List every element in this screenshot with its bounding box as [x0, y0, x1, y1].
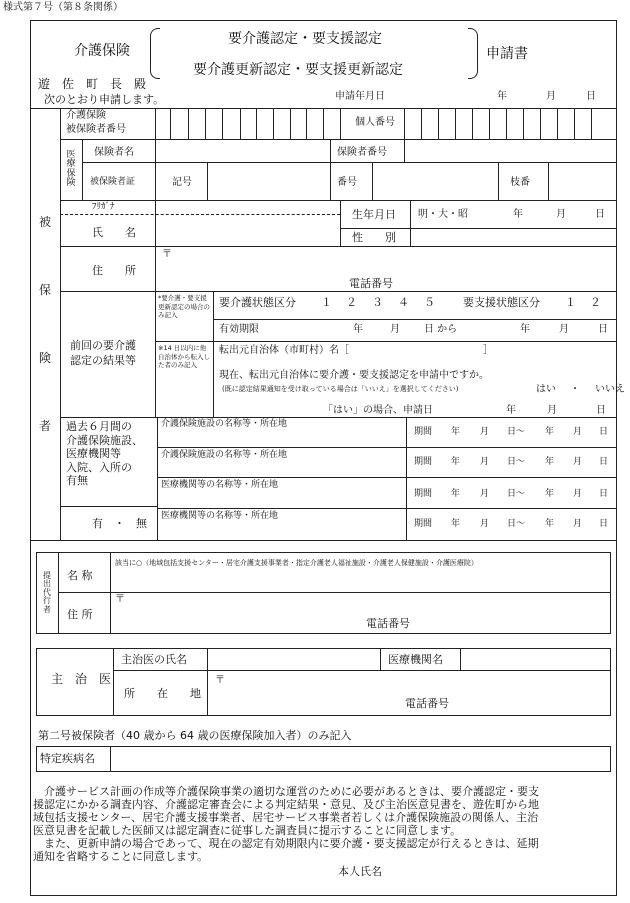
insured-side-label: 被 保 険 者 — [38, 214, 51, 433]
transfer-close: ］ — [483, 345, 493, 356]
validity-label: 有効期限 — [219, 324, 259, 335]
transfer-municipality-input[interactable] — [370, 343, 480, 357]
facility-row-4-input[interactable] — [159, 523, 404, 539]
personal-no-label: 個人番号 — [355, 117, 395, 128]
transfer-note-small: (既に認定結果通知を受け取っている場合は「いいえ」を選択してください) — [222, 385, 459, 393]
period-end-day: 日 — [599, 427, 609, 437]
if-yes-month-label: 月 — [547, 405, 557, 416]
care-level-options[interactable] — [219, 297, 614, 308]
facility-row-1-input[interactable] — [159, 431, 404, 446]
gender-input[interactable] — [410, 228, 617, 246]
name-label: 氏 名 — [92, 226, 136, 239]
secondary-heading: 第二号被保険者（40 歳から 64 歳の医療保険加入者）のみ記入 — [38, 729, 352, 742]
period-year: 年 — [451, 427, 461, 437]
facility-history-label: 過去６月間の 介護保険施設、 医療機関等 入院、入所の 有無 — [66, 420, 143, 487]
signature-input[interactable] — [395, 862, 605, 880]
period-end-month: 月 — [573, 519, 583, 529]
disease-label: 特定疾病名 — [40, 752, 95, 765]
period-end-month: 月 — [573, 489, 583, 499]
agent-address-label: 住 所 — [67, 608, 93, 621]
address-input[interactable] — [175, 248, 615, 276]
signature-label: 本人氏名 — [338, 865, 382, 878]
furigana-input[interactable] — [155, 200, 340, 214]
insurer-name-input[interactable] — [155, 139, 330, 162]
period-month: 月 — [480, 457, 490, 467]
validity-end-year-label: 年 — [520, 324, 530, 335]
agent-side-label: 提 出 代 行 者 — [43, 571, 51, 614]
app-day-label: 日 — [586, 91, 596, 102]
agent-name-label: 名 称 — [67, 569, 93, 582]
care-level-5[interactable]: ５ — [424, 296, 435, 309]
support-level-1[interactable]: １ — [565, 296, 576, 309]
facility-row-2-input[interactable] — [159, 462, 404, 476]
period-end-year: 年 — [545, 489, 555, 499]
insurance-label: 介護保険 — [74, 43, 130, 59]
period-until: 日～ — [507, 489, 526, 499]
agent-phone-label: 電話番号 — [366, 617, 410, 630]
if-yes-day-label: 日 — [596, 405, 606, 416]
clinic-name-input[interactable] — [461, 649, 610, 669]
care-level-2[interactable]: ２ — [346, 296, 357, 309]
symbol-input[interactable] — [207, 162, 330, 200]
facility-row-1-label: 介護保険施設の名称等・所在地 — [161, 419, 288, 429]
address-postal-mark: 〒 — [162, 249, 172, 260]
if-yes-year-label: 年 — [506, 405, 516, 416]
care-level-4[interactable]: ４ — [398, 296, 409, 309]
insurer-number-input[interactable] — [404, 139, 617, 162]
validity-end-day-label: 日 — [598, 324, 608, 335]
care-level-3[interactable]: ３ — [372, 296, 383, 309]
application-date-label: 申請年月日 — [335, 91, 385, 102]
period-month: 月 — [480, 489, 490, 499]
doctor-postal-mark: 〒 — [215, 675, 225, 686]
validity-from-label: 日 から — [424, 324, 458, 335]
transfer-question: 現在、転出元自治体に要介護・要支援認定を申請中ですか。 — [219, 370, 489, 381]
validity-end-month-label: 月 — [559, 324, 569, 335]
presence-options[interactable]: 有 ・ 無 — [92, 517, 147, 530]
if-yes-label: 「はい」の場合、申請日 — [323, 405, 433, 416]
insurer-no-label: 保険者番号 — [337, 147, 387, 158]
facility-period-1[interactable] — [414, 428, 614, 437]
number-input[interactable] — [372, 162, 498, 200]
facility-row-2-label: 介護保険施設の名称等・所在地 — [161, 450, 288, 460]
agent-category-note[interactable]: 該当に○（地域包括支援センター・居宅介護支援事業者・指定介護老人福祉施設・介護老人保健施設・介護医療院） — [115, 559, 478, 567]
if-yes-date-field[interactable] — [323, 406, 615, 416]
title-line-2: 要介護更新認定・要支援更新認定 — [193, 62, 403, 78]
consent-paragraph-2: また、更新申請の場合であって、現在の認定有効期限内に要介護・要支援認定が行えるときは、延期 通知を省略することに同意します。 — [33, 837, 539, 863]
insured-card-label: 被保険者証 — [90, 177, 136, 187]
period-end-day: 日 — [599, 457, 609, 467]
period-year: 年 — [451, 489, 461, 499]
birth-date-field[interactable] — [418, 210, 613, 220]
answer-yes[interactable]: はい — [536, 384, 556, 395]
name-input[interactable] — [155, 214, 340, 246]
facility-period-3[interactable] — [414, 490, 614, 499]
gender-label: 性 別 — [352, 231, 396, 244]
birth-year-label: 年 — [513, 209, 523, 220]
personal-number-input[interactable] — [404, 108, 617, 139]
period-label: 期間 — [414, 427, 433, 437]
branch-input[interactable] — [548, 162, 617, 200]
renewal-note: *要介護・要支援更新認定の場合のみ記入 — [158, 294, 210, 319]
doctor-name-label: 主治医の氏名 — [121, 653, 187, 666]
address-phone-label: 電話番号 — [349, 277, 393, 290]
intro-text: 次のとおり申請します。 — [44, 93, 165, 106]
doctor-name-input[interactable] — [208, 649, 379, 669]
application-label: 申請書 — [486, 46, 528, 62]
disease-input[interactable] — [111, 747, 610, 771]
transfer-note: ※14 日以内に他自治体から転入した者のみ記入 — [158, 344, 210, 369]
birth-day-label: 日 — [595, 209, 605, 220]
period-year: 年 — [451, 457, 461, 467]
support-level-label: 要支援状態区分 — [463, 296, 540, 309]
clinic-label: 医療機関名 — [388, 653, 443, 666]
period-until: 日～ — [507, 457, 526, 467]
agent-address-input[interactable] — [128, 594, 608, 612]
support-level-2[interactable]: ２ — [590, 296, 601, 309]
care-level-label: 要介護状態区分 — [219, 296, 296, 309]
answer-dot: ・ — [570, 384, 580, 395]
validity-field[interactable] — [219, 325, 614, 335]
care-level-1[interactable]: １ — [321, 296, 332, 309]
facility-row-4-label: 医療機関等の名称等・所在地 — [161, 511, 279, 521]
facility-row-3-label: 医療機関等の名称等・所在地 — [161, 480, 279, 490]
address-label: 住 所 — [92, 264, 136, 277]
app-year-label: 年 — [497, 91, 507, 102]
insured-number-input[interactable] — [155, 108, 340, 139]
facility-row-3-input[interactable] — [159, 492, 404, 507]
form-number: 様式第７号（第８条関係） — [3, 2, 123, 13]
period-until: 日～ — [507, 519, 526, 529]
period-until: 日～ — [507, 427, 526, 437]
addressee: 遊 佐 町 長 殿 — [38, 77, 147, 91]
period-month: 月 — [480, 427, 490, 437]
facility-period-2[interactable] — [414, 458, 614, 467]
validity-month-label: 月 — [390, 324, 400, 335]
previous-result-label-2: 認定の結果等 — [70, 354, 136, 367]
doctor-section-label: 主 治 医 — [51, 672, 112, 686]
period-end-month: 月 — [573, 427, 583, 437]
period-label: 期間 — [414, 519, 433, 529]
transfer-label: 転出元自治体（市町村）名［ — [219, 345, 349, 356]
period-label: 期間 — [414, 457, 433, 467]
number-label: 番号 — [337, 177, 357, 188]
insured-no-label-1: 介護保険 — [66, 110, 106, 121]
furigana-label: ﾌﾘｶﾞﾅ — [92, 202, 115, 212]
doctor-address-label: 所 在 地 — [124, 687, 201, 700]
doctor-address-input[interactable] — [228, 673, 608, 693]
period-end-year: 年 — [545, 519, 555, 529]
doctor-phone-label: 電話番号 — [405, 697, 449, 710]
period-end-day: 日 — [599, 489, 609, 499]
facility-period-4[interactable] — [414, 520, 614, 529]
birth-month-label: 月 — [556, 209, 566, 220]
app-month-label: 月 — [546, 91, 556, 102]
period-month: 月 — [480, 519, 490, 529]
consent-paragraph-1: 介護サービス計画の作成等介護保険事業の適切な運営のために必要があるときは、要介護認定・要支 援認定にかかる調査内容、介護認定審査会による判定結果・意見、及び主治医意見書を、遊佐町から地 域包括支援センター、居宅介護支援事業者、居宅サービス事業者若しくは介護保険施設の関係人、主治 医意見書を記載した医師又は認定調査に従事した調査員に提示することに同意します。 — [33, 785, 539, 837]
previous-result-label-1: 前回の要介護 — [70, 339, 136, 352]
era-options[interactable]: 明・大・昭 — [418, 209, 468, 220]
validity-year-label: 年 — [353, 324, 363, 335]
period-end-year: 年 — [545, 457, 555, 467]
medical-insurance-side-label: 医 療 保 険 — [66, 149, 76, 188]
birth-label: 生年月日 — [352, 208, 396, 221]
period-label: 期間 — [414, 489, 433, 499]
answer-no[interactable]: いいえ — [595, 384, 625, 395]
period-end-day: 日 — [599, 519, 609, 529]
title-line-1: 要介護認定・要支援認定 — [228, 31, 382, 47]
agent-postal-mark: 〒 — [115, 594, 125, 605]
insured-no-label-2: 被保険者番号 — [66, 124, 126, 135]
period-end-month: 月 — [573, 457, 583, 467]
agent-name-input[interactable] — [112, 571, 609, 591]
branch-label: 枝番 — [510, 177, 530, 188]
symbol-label: 記号 — [172, 177, 192, 188]
period-end-year: 年 — [545, 427, 555, 437]
insurer-name-label: 保険者名 — [94, 147, 134, 158]
period-year: 年 — [451, 519, 461, 529]
